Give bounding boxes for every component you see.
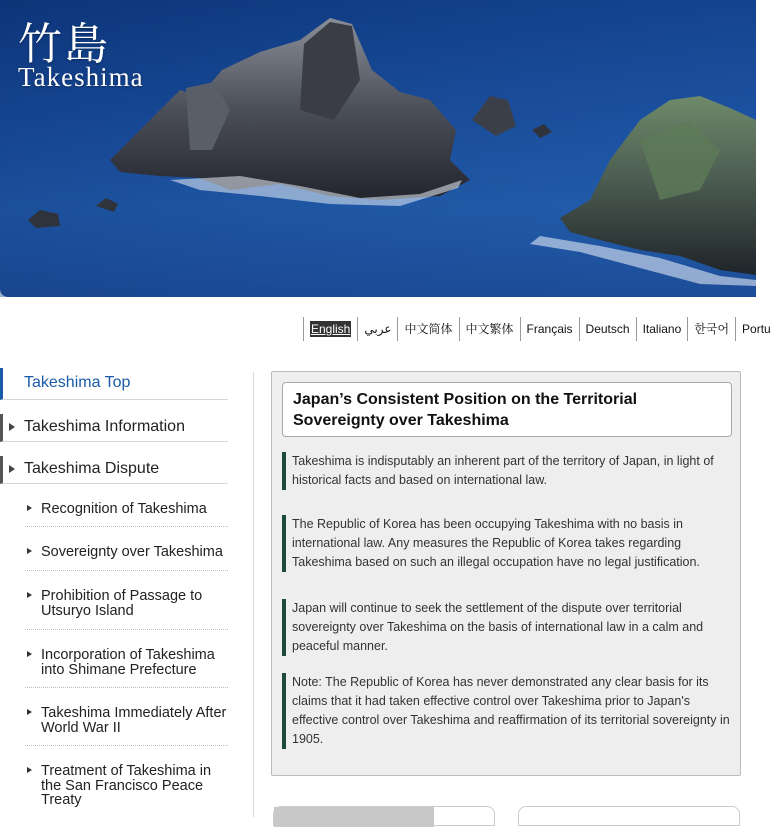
triangle-right-icon xyxy=(27,767,32,773)
subnav-label: Sovereignty over Takeshima xyxy=(41,544,223,560)
subnav-label: Takeshima Immediately After World War II xyxy=(41,705,227,736)
subnav-item-recognition[interactable] xyxy=(25,484,228,527)
triangle-right-icon xyxy=(9,465,15,473)
position-paragraph-2: The Republic of Korea has been occupying Takeshima with no basis in international law. Any measures the Republic of Korea takes regarding Takeshima based on such an illegal occupation have no legal justification. xyxy=(282,515,734,572)
lang-chinese-traditional[interactable]: 中文繁体 xyxy=(460,317,521,341)
position-paragraph-3: Japan will continue to seek the settlement of the dispute over territorial sovereignty over Takeshima on the basis of international law in a calm and peaceful manner. xyxy=(282,599,734,656)
position-panel xyxy=(271,371,741,776)
sidebar-item-takeshima-top[interactable]: Takeshima Top xyxy=(0,368,228,400)
lang-french[interactable]: Français xyxy=(521,317,580,341)
triangle-right-icon xyxy=(27,709,32,715)
language-bar xyxy=(303,317,771,341)
position-note: Note: The Republic of Korea has never demonstrated any clear basis for its claims that it had taken effective control over Takeshima prior to Japan's effective control over Takeshima and reaffirmation of its territorial sovereignty in 1905. xyxy=(282,673,734,749)
lang-chinese-simplified[interactable]: 中文简体 xyxy=(398,317,459,341)
subnav-label: Recognition of Takeshima xyxy=(41,501,207,517)
subnav-item-san-francisco[interactable] xyxy=(25,746,228,818)
subnav-label: Incorporation of Takeshima into Shimane Prefecture xyxy=(41,647,215,678)
subnav-item-after-wwii[interactable] xyxy=(25,688,228,746)
subnav-item-incorporation[interactable] xyxy=(25,630,228,688)
brand-name: Takeshima xyxy=(18,62,144,92)
lang-italian[interactable]: Italiano xyxy=(637,317,689,341)
bottom-card-left[interactable] xyxy=(273,806,495,826)
sidebar-section-information[interactable] xyxy=(0,414,228,442)
dispute-subnav xyxy=(25,484,228,818)
lang-english[interactable]: English xyxy=(304,317,358,341)
triangle-right-icon xyxy=(27,505,32,511)
subnav-label: Treatment of Takeshima in the San Francisco Peace Treaty xyxy=(41,763,212,808)
bottom-card-right[interactable] xyxy=(518,806,740,826)
subnav-item-sovereignty[interactable] xyxy=(25,527,228,571)
triangle-right-icon xyxy=(27,592,32,598)
islands-photo xyxy=(0,0,756,297)
card-thumbnail xyxy=(274,807,434,827)
triangle-right-icon xyxy=(27,651,32,657)
lang-arabic[interactable]: عربي xyxy=(358,317,398,341)
header-banner xyxy=(0,0,756,297)
column-divider xyxy=(253,372,254,817)
lang-german[interactable]: Deutsch xyxy=(580,317,637,341)
sidebar-nav xyxy=(0,368,230,818)
lang-korean[interactable]: 한국어 xyxy=(688,317,736,341)
sidebar-section-label: Takeshima Information xyxy=(24,418,185,435)
page-title: Japan’s Consistent Position on the Territorial Sovereignty over Takeshima xyxy=(282,382,732,437)
sidebar-section-dispute[interactable] xyxy=(0,456,228,484)
triangle-right-icon xyxy=(27,548,32,554)
triangle-right-icon xyxy=(9,423,15,431)
subnav-item-prohibition[interactable] xyxy=(25,571,228,630)
position-paragraph-1: Takeshima is indisputably an inherent part of the territory of Japan, in light of historical facts and based on international law. xyxy=(282,452,734,490)
lang-portuguese[interactable]: Portu xyxy=(742,322,771,336)
brand-kanji: 竹島 xyxy=(18,19,110,70)
subnav-label: Prohibition of Passage to Utsuryo Island xyxy=(41,588,203,619)
sidebar-section-label: Takeshima Dispute xyxy=(24,460,160,477)
